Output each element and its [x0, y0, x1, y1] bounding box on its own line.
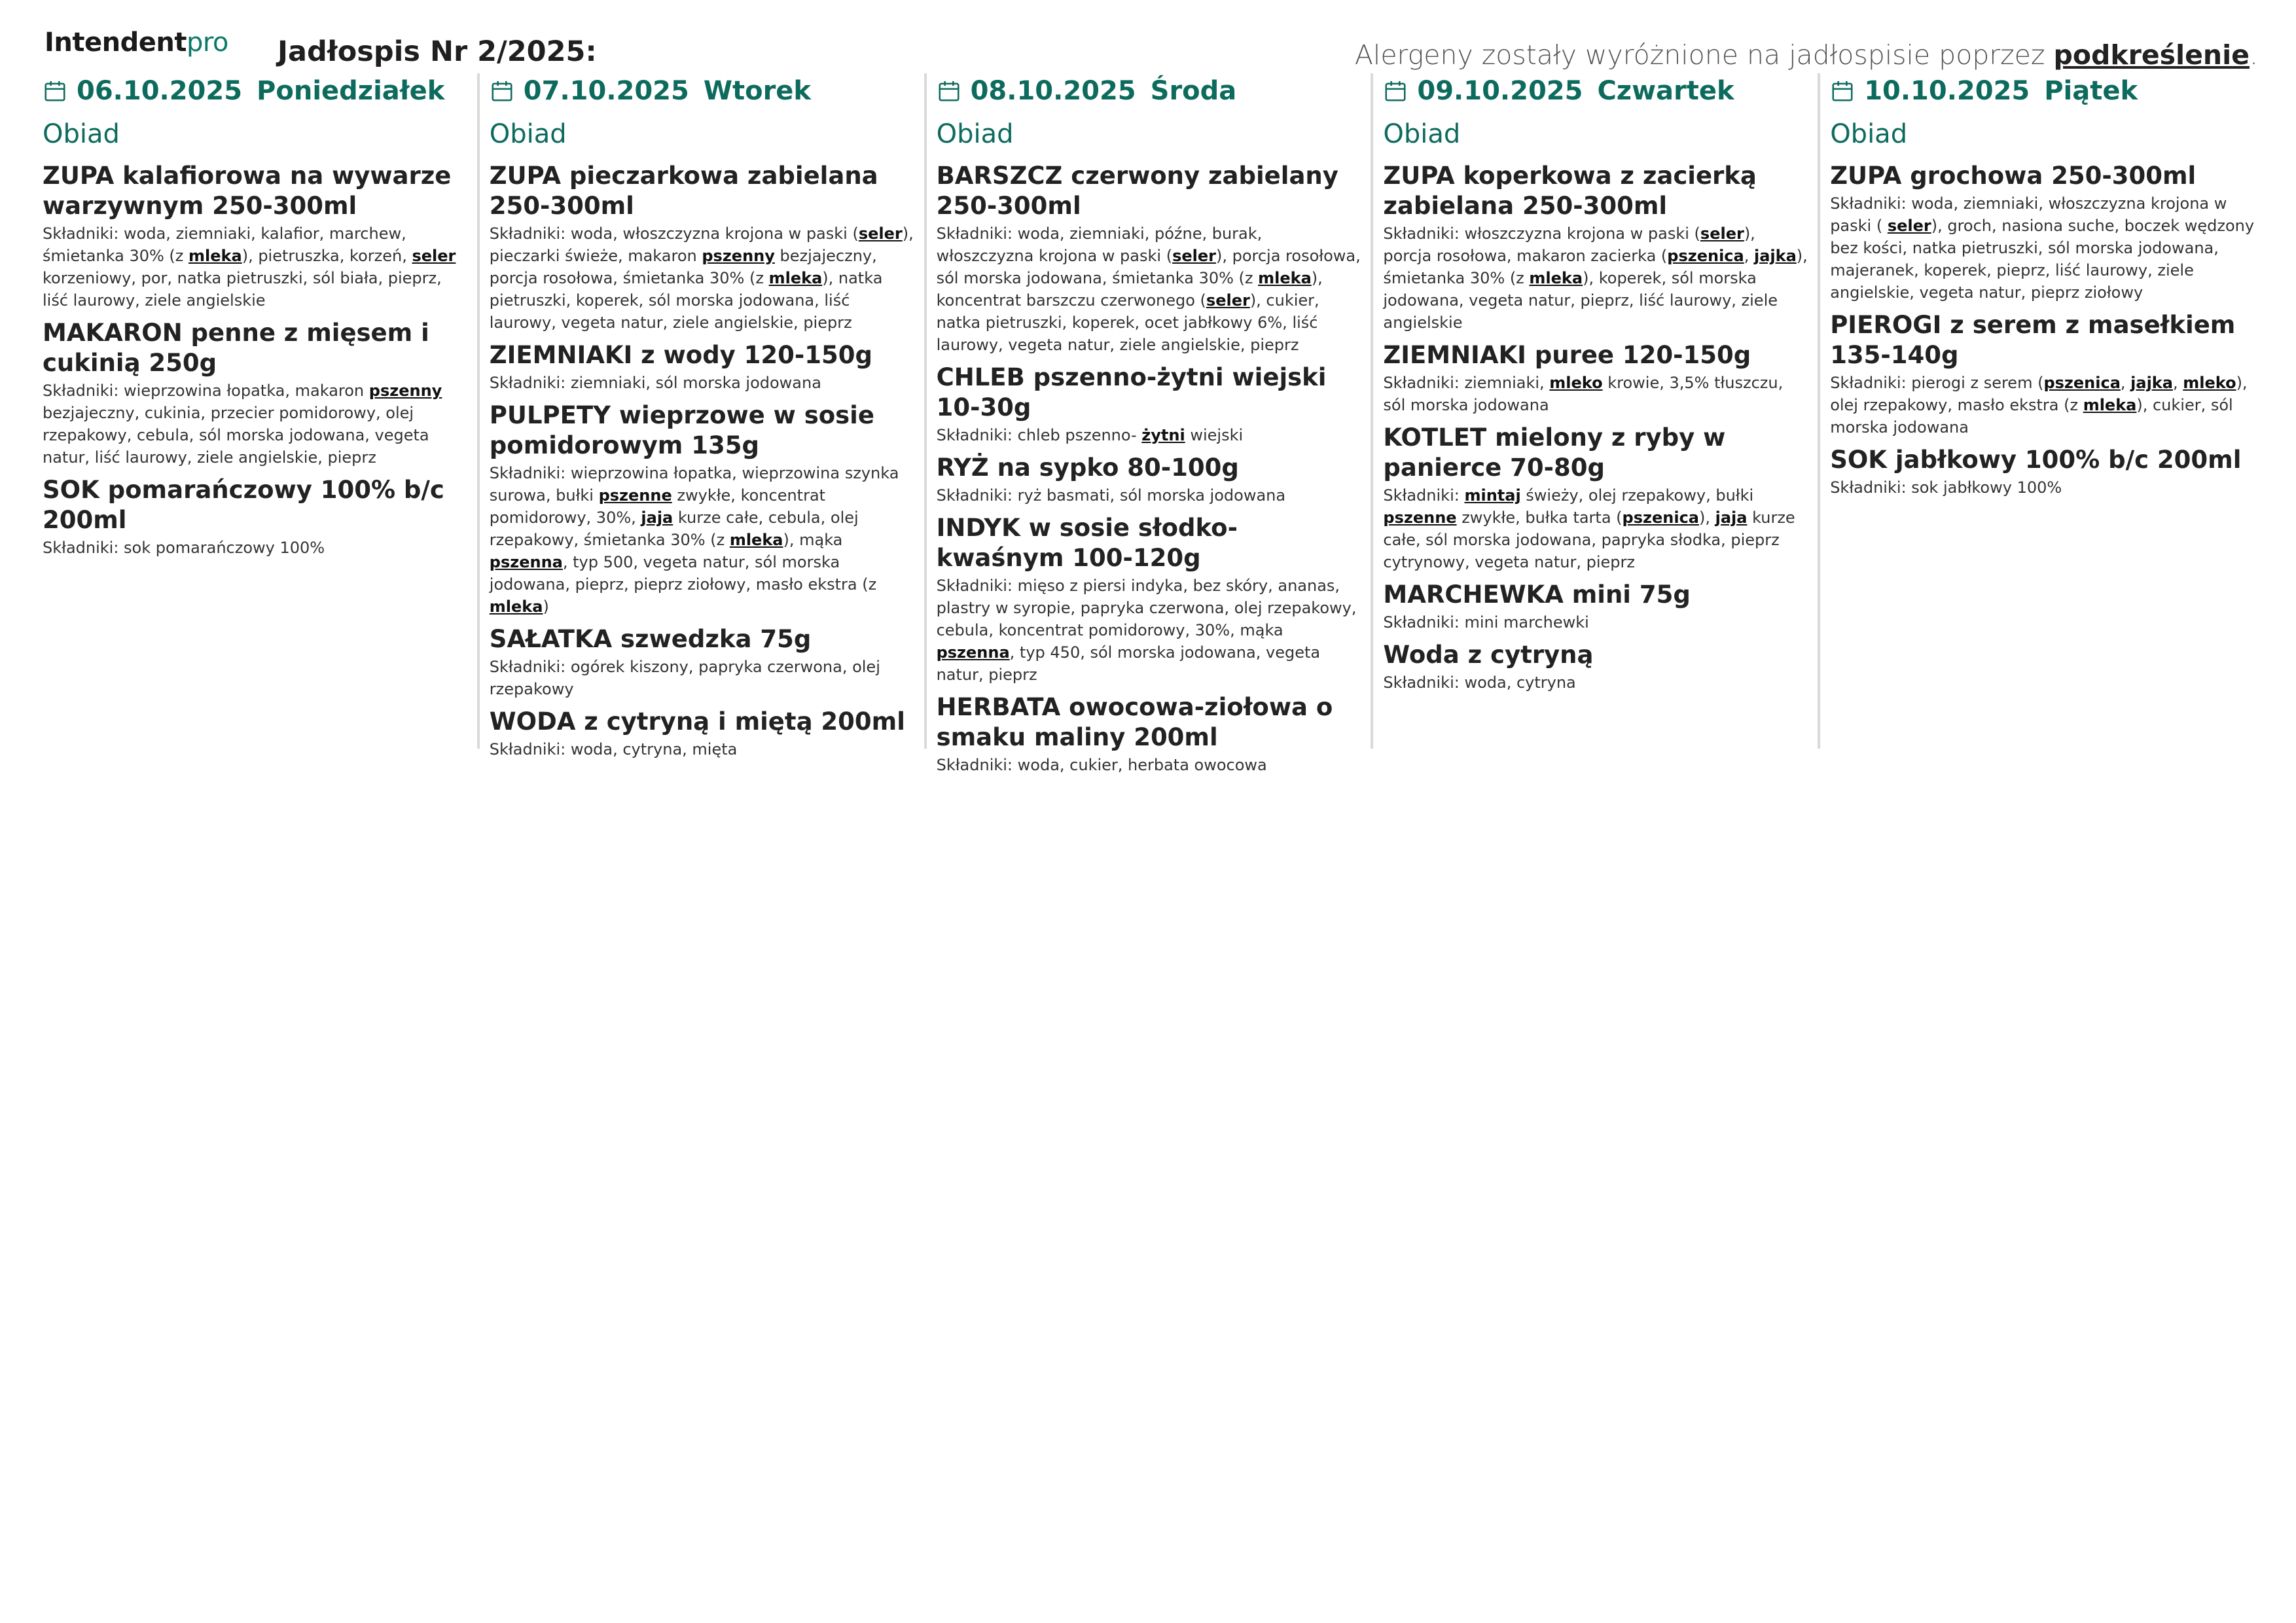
day-header	[937, 76, 1362, 106]
ingredient-text: ), koperek, sól morska jodowana, vegeta natur, pieprz, liść laurowy, ziele angielskie	[1383, 269, 1778, 332]
allergen: seler	[1700, 224, 1744, 243]
allergen: mleka	[1529, 269, 1583, 287]
logo-suffix: pro	[186, 27, 228, 58]
dish-ingredients	[490, 656, 915, 700]
dish	[937, 453, 1362, 507]
allergen-note-highlight: podkreślenie	[2053, 39, 2250, 71]
dish-ingredients	[937, 424, 1362, 446]
allergen: mleka	[489, 597, 543, 616]
allergen: mleka	[729, 531, 783, 549]
allergen: jaja	[641, 508, 673, 527]
day-date: 08.10.2025	[970, 76, 1136, 106]
dish	[937, 513, 1362, 686]
calendar-icon	[490, 79, 524, 103]
allergen-note-end: .	[2249, 39, 2258, 71]
meal-label: Obiad	[489, 119, 567, 149]
dish	[490, 340, 915, 394]
dish	[1830, 445, 2258, 499]
ingredient-text: ), koncentrat barszczu czerwonego (	[936, 269, 1323, 310]
day-date: 06.10.2025	[77, 76, 243, 106]
day-name: Czwartek	[1597, 76, 1734, 106]
dish	[937, 161, 1362, 356]
ingredient-text: kurze całe, cebula, olej rzepakowy, śmietanka 30% (z	[489, 508, 859, 549]
dish	[490, 161, 915, 334]
dish	[1383, 423, 1808, 573]
allergen: pszenica	[2043, 374, 2121, 392]
ingredient-text: ),	[1699, 508, 1715, 527]
dish-name: HERBATA owocowa-ziołowa o smaku maliny 200ml	[936, 693, 1333, 751]
dish	[1383, 640, 1808, 694]
dish-name: ZIEMNIAKI z wody 120-150g	[489, 341, 872, 369]
meal-label: Obiad	[936, 119, 1014, 149]
allergen: mleko	[2183, 374, 2236, 392]
dish	[1830, 310, 2258, 438]
day-name: Wtorek	[703, 76, 812, 106]
ingredient-text: )	[543, 597, 549, 616]
dish	[490, 401, 915, 618]
ingredient-text: Składniki: woda, ziemniaki, włoszczyzna krojona w paski (	[1830, 194, 2227, 235]
dish-ingredients	[1830, 372, 2258, 438]
allergen: jajka	[1753, 247, 1797, 265]
calendar-icon	[1383, 79, 1417, 103]
dish-name: ZUPA pieczarkowa zabielana 250-300ml	[489, 162, 878, 220]
dish	[490, 707, 915, 760]
day-name: Poniedziałek	[257, 76, 445, 106]
dish-ingredients	[43, 223, 468, 312]
dish-ingredients	[1383, 611, 1808, 633]
ingredient-text: krowie, 3,5% tłuszczu, sól morska jodowana	[1383, 374, 1784, 414]
page-title: Jadłospis Nr 2/2025:	[278, 35, 597, 68]
allergen: mleka	[768, 269, 823, 287]
dish-ingredients	[1383, 671, 1808, 694]
day-column	[1373, 73, 1820, 749]
ingredient-text: Składniki: mięso z piersi indyka, bez skóry, ananas, plastry w syropie, papryka czerwona, olej rzepakowy, cebula, koncentrat pomidorowy, 30%, mąka	[936, 577, 1357, 639]
dish-name: PIEROGI z serem z masełkiem 135-140g	[1830, 311, 2236, 369]
dish-ingredients	[1830, 476, 2258, 499]
dish	[1383, 161, 1808, 334]
dish-name: BARSZCZ czerwony zabielany 250-300ml	[936, 162, 1338, 220]
dish	[937, 692, 1362, 776]
dish-ingredients	[1383, 484, 1808, 573]
ingredient-text: bezjajeczny, cukinia, przecier pomidorowy, olej rzepakowy, cebula, sól morska jodowana, vegeta natur, liść laurowy, ziele angielskie, pieprz	[43, 404, 429, 467]
allergen: mleka	[2083, 396, 2137, 414]
ingredient-text: ), pieczarki świeże, makaron	[489, 224, 914, 265]
ingredient-text: ), porcja rosołowa, makaron zacierka (	[1383, 224, 1755, 265]
ingredient-text: ,	[2172, 374, 2183, 392]
day-column	[927, 73, 1374, 774]
calendar-icon	[937, 79, 971, 103]
dish	[43, 161, 468, 312]
ingredient-text: Składniki: woda, ziemniaki, kalafior, marchew, śmietanka 30% (z	[43, 224, 406, 265]
allergen: mleka	[1258, 269, 1312, 287]
ingredient-text: ), śmietanka 30% (z	[1383, 247, 1808, 287]
dish-name: ZIEMNIAKI puree 120-150g	[1383, 341, 1751, 369]
ingredient-text: Składniki:	[1383, 486, 1465, 505]
day-header	[43, 76, 468, 106]
menu-columns	[33, 73, 2267, 774]
dish	[1383, 340, 1808, 416]
ingredient-text: Składniki: wieprzowina łopatka, makaron	[43, 382, 369, 400]
ingredient-text: Składniki: woda, ziemniaki, późne, burak, włoszczyzna krojona w paski (	[936, 224, 1263, 265]
ingredient-text: Składniki: ogórek kiszony, papryka czerwona, olej rzepakowy	[489, 658, 880, 698]
ingredient-text: Składniki: wieprzowina łopatka, wieprzowina szynka surowa, bułki	[489, 464, 899, 505]
dish	[490, 624, 915, 700]
dish-ingredients	[43, 537, 468, 559]
ingredient-text: Składniki: włoszczyzna krojona w paski (	[1383, 224, 1700, 243]
dish-name: MAKARON penne z mięsem i cukinią 250g	[43, 319, 429, 377]
dish-name: RYŻ na sypko 80-100g	[936, 454, 1239, 482]
day-header	[490, 76, 915, 106]
ingredient-text: korzeniowy, por, natka pietruszki, sól biała, pieprz, liść laurowy, ziele angielskie	[43, 269, 442, 310]
ingredient-text: ), pietruszka, korzeń,	[242, 247, 412, 265]
dish-ingredients	[937, 484, 1362, 507]
ingredient-text: Składniki: woda, cytryna, mięta	[489, 740, 738, 758]
logo-brand: Intendent	[45, 27, 187, 58]
dish-name: CHLEB pszenno-żytni wiejski 10-30g	[936, 363, 1327, 421]
day-date: 07.10.2025	[523, 76, 689, 106]
dish	[43, 318, 468, 469]
dish-ingredients	[937, 575, 1362, 686]
ingredient-text: Składniki: woda, cukier, herbata owocowa	[936, 756, 1267, 774]
ingredient-text: , typ 450, sól morska jodowana, vegeta natur, pieprz	[936, 643, 1321, 684]
ingredient-text: ), mąka	[783, 531, 843, 549]
allergen: pszenny	[702, 247, 775, 265]
allergen: seler	[1172, 247, 1216, 265]
allergen: mleka	[188, 247, 242, 265]
dish-name: PULPETY wieprzowe w sosie pomidorowym 135g	[489, 401, 874, 459]
ingredient-text: Składniki: pierogi z serem (	[1830, 374, 2044, 392]
allergen: pszenna	[936, 643, 1010, 662]
allergen: mleko	[1549, 374, 1603, 392]
ingredient-text: Składniki: ziemniaki, sól morska jodowana	[489, 374, 821, 392]
day-header	[1830, 76, 2258, 106]
dish-ingredients	[1383, 223, 1808, 334]
allergen: seler	[858, 224, 903, 243]
ingredient-text: Składniki: woda, cytryna	[1383, 673, 1576, 692]
day-column	[480, 73, 927, 758]
day-column	[1820, 73, 2267, 749]
ingredient-text: , typ 500, vegeta natur, sól morska jodowana, pieprz, pieprz ziołowy, masło ekstra (z	[489, 553, 877, 594]
ingredient-text: ), olej rzepakowy, masło ekstra (z	[1830, 374, 2248, 414]
calendar-icon	[1830, 79, 1864, 103]
allergen: pszenny	[368, 382, 442, 400]
dish-name: KOTLET mielony z ryby w panierce 70-80g	[1383, 423, 1726, 482]
ingredient-text: ), cukier, sól morska jodowana	[1830, 396, 2233, 437]
calendar-icon	[43, 79, 77, 103]
ingredient-text: Składniki: sok pomarańczowy 100%	[43, 539, 325, 557]
day-date: 09.10.2025	[1417, 76, 1583, 106]
ingredient-text: wiejski	[1185, 426, 1244, 444]
ingredient-text: Składniki: mini marchewki	[1383, 613, 1589, 632]
allergen: seler	[412, 247, 456, 265]
dish-name: ZUPA koperkowa z zacierką zabielana 250-300ml	[1383, 162, 1757, 220]
allergen-note-text: Alergeny zostały wyróżnione na jadłospisie poprzez	[1354, 39, 2054, 71]
allergen: żytni	[1141, 426, 1185, 444]
ingredient-text: bezjajeczny, porcja rosołowa, śmietanka 30% (z	[489, 247, 877, 287]
dish-ingredients	[490, 223, 915, 334]
allergen: pszenne	[1383, 508, 1457, 527]
allergen: pszenna	[489, 553, 563, 571]
ingredient-text: Składniki: ryż basmati, sól morska jodowana	[936, 486, 1286, 505]
meal-label: Obiad	[1383, 119, 1461, 149]
dish-name: SOK pomarańczowy 100% b/c 200ml	[43, 476, 444, 534]
day-column	[33, 73, 480, 749]
ingredient-text: ), natka pietruszki, koperek, sól morska jodowana, liść laurowy, vegeta natur, ziele angielskie, pieprz	[489, 269, 883, 332]
day-date: 10.10.2025	[1864, 76, 2030, 106]
ingredient-text: świeży, olej rzepakowy, bułki	[1520, 486, 1754, 505]
dish-name: WODA z cytryną i miętą 200ml	[489, 707, 905, 736]
dish	[43, 475, 468, 559]
dish-name: ZUPA kalafiorowa na wywarze warzywnym 250-300ml	[43, 162, 452, 220]
allergen: seler	[1206, 291, 1250, 310]
dish-ingredients	[1383, 372, 1808, 416]
allergen: pszenne	[598, 486, 672, 505]
dish-ingredients	[490, 372, 915, 394]
dish-ingredients	[937, 754, 1362, 776]
dish-ingredients	[490, 738, 915, 760]
ingredient-text: zwykłe, koncentrat pomidorowy, 30%,	[489, 486, 826, 527]
dish-name: INDYK w sosie słodko- kwaśnym 100-120g	[936, 514, 1238, 572]
dish-name: Woda z cytryną	[1383, 641, 1594, 669]
allergen: jajka	[2130, 374, 2173, 392]
dish	[1830, 161, 2258, 304]
ingredient-text: ,	[2120, 374, 2131, 392]
logo	[45, 27, 228, 58]
meal-label: Obiad	[43, 119, 120, 149]
ingredient-text: kurze całe, sól morska jodowana, papryka słodka, pieprz cytrynowy, vegeta natur, pieprz	[1383, 508, 1795, 571]
ingredient-text: ), cukier, natka pietruszki, koperek, ocet jabłkowy 6%, liść laurowy, vegeta natur, ziele angielskie, pieprz	[936, 291, 1319, 354]
day-name: Środa	[1150, 76, 1237, 106]
dish-name: ZUPA grochowa 250-300ml	[1830, 162, 2197, 190]
allergen-note	[1355, 39, 2258, 71]
allergen: seler	[1887, 217, 1931, 235]
ingredient-text: ), groch, nasiona suche, boczek wędzony bez kości, natka pietruszki, sól morska jodowana, majeranek, koperek, pieprz, liść laurowy, ziele angielskie, vegeta natur, pieprz ziołowy	[1830, 217, 2255, 302]
dish-ingredients	[937, 223, 1362, 356]
allergen: pszenica	[1667, 247, 1744, 265]
ingredient-text: zwykłe, bułka tarta (	[1456, 508, 1623, 527]
allergen: mintaj	[1464, 486, 1521, 505]
ingredient-text: Składniki: sok jabłkowy 100%	[1830, 478, 2062, 497]
meal-label: Obiad	[1830, 119, 1908, 149]
ingredient-text: ,	[1744, 247, 1754, 265]
allergen: pszenica	[1622, 508, 1699, 527]
dish-name: SOK jabłkowy 100% b/c 200ml	[1830, 446, 2242, 474]
dish-ingredients	[1830, 192, 2258, 304]
dish-name: MARCHEWKA mini 75g	[1383, 580, 1691, 609]
dish	[1383, 580, 1808, 633]
dish-name: SAŁATKA szwedzka 75g	[489, 625, 812, 653]
day-header	[1383, 76, 1808, 106]
dish-ingredients	[43, 380, 468, 469]
ingredient-text: Składniki: ziemniaki,	[1383, 374, 1550, 392]
allergen: jaja	[1715, 508, 1748, 527]
day-name: Piątek	[2044, 76, 2138, 106]
ingredient-text: Składniki: woda, włoszczyzna krojona w paski (	[489, 224, 859, 243]
dish-ingredients	[490, 462, 915, 618]
ingredient-text: Składniki: chleb pszenno-	[936, 426, 1142, 444]
dish	[937, 363, 1362, 446]
ingredient-text: ), porcja rosołowa, sól morska jodowana, śmietanka 30% (z	[936, 247, 1361, 287]
